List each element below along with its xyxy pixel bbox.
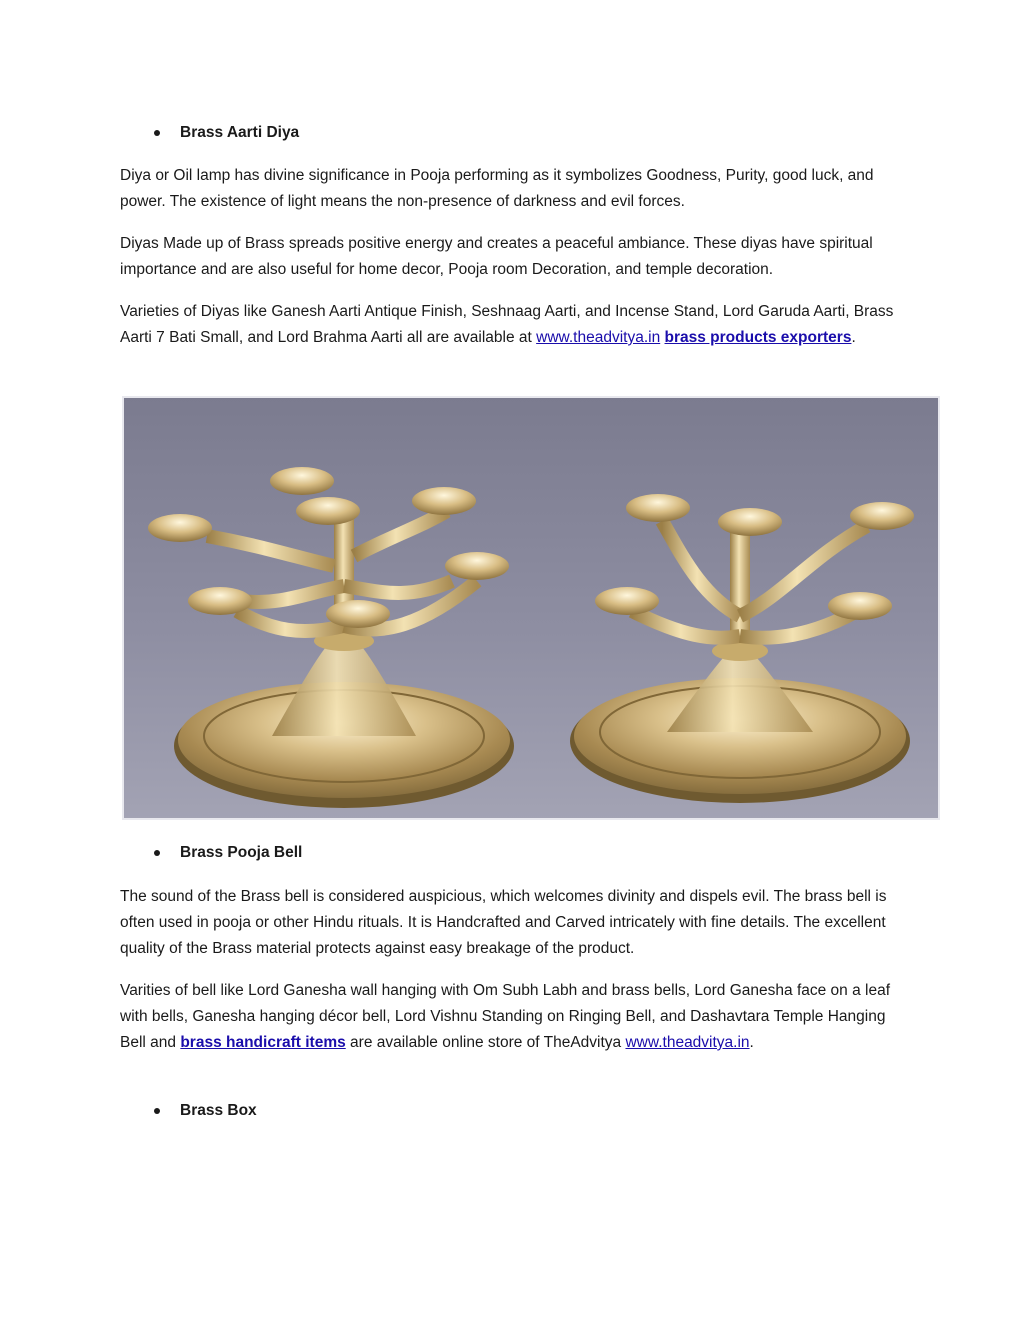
paragraph-text: Varieties of Diyas like Ganesh Aarti Antique Finish, Seshnaag Aarti, and Incense Stand, Lord Garuda Aarti, Brass Aarti 7 Bati Small, and Lord Brahma Aarti all are available at	[120, 303, 894, 346]
theadvitya-link[interactable]: www.theadvitya.in	[536, 329, 661, 346]
theadvitya-link[interactable]: www.theadvitya.in	[625, 1034, 750, 1051]
paragraph-diya-significance: Diya or Oil lamp has divine significance in Pooja performing as it symbolizes Goodness, Purity, good luck, and power. The existence of light means the non-presence of darkness and evil forces.	[120, 167, 874, 210]
paragraph-bell-varieties	[120, 978, 910, 1056]
paragraph-bell-sound: The sound of the Brass bell is considered auspicious, which welcomes divinity and dispels evil. The brass bell is often used in pooja or other Hindu rituals. It is Handcrafted and Carved intricately with fine details. The excellent quality of the Brass material protects against easy breakage of the product.	[120, 888, 887, 957]
bullet-icon	[154, 130, 160, 136]
bullet-icon	[154, 1108, 160, 1114]
brass-handicraft-items-link[interactable]: brass handicraft items	[180, 1034, 346, 1051]
paragraph-diya-varieties	[120, 299, 910, 351]
brass-products-exporters-link[interactable]: brass products exporters	[664, 329, 852, 346]
paragraph-text: Varities of bell like Lord Ganesha wall hanging with Om Subh Labh and brass bells, Lord Ganesha face on a leaf with bells, Ganesha hanging décor bell, Lord Vishnu Standing on Ringing Bell, and Dashavtara Temple Hanging Bell and	[120, 982, 891, 1051]
heading-text: Brass Aarti Diya	[180, 124, 300, 141]
period-text: .	[851, 329, 856, 346]
paragraph-text: are available online store of TheAdvitya	[345, 1034, 626, 1051]
bullet-icon	[154, 850, 160, 856]
brass-aarti-diya-photo	[122, 396, 940, 820]
brass-diya-illustration	[122, 396, 940, 820]
heading-text: Brass Pooja Bell	[180, 844, 303, 861]
period-text: .	[749, 1034, 754, 1051]
heading-text: Brass Box	[180, 1102, 257, 1119]
paragraph-diya-brass: Diyas Made up of Brass spreads positive energy and creates a peaceful ambiance. These diyas have spiritual importance and are also useful for home decor, Pooja room Decoration, and temple decoration.	[120, 235, 873, 278]
